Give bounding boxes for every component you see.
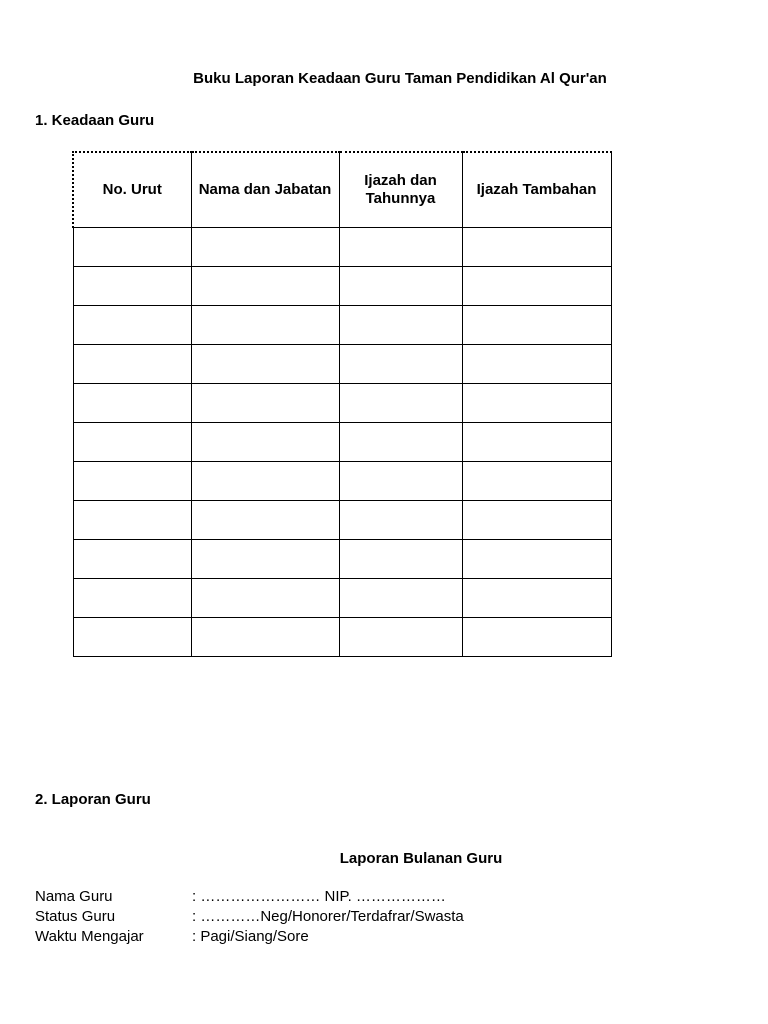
table-row (73, 618, 611, 657)
table-cell (73, 501, 191, 540)
field-label: Nama Guru (35, 888, 113, 905)
field-value: : …………Neg/Honorer/Terdafrar/Swasta (192, 908, 464, 925)
table-cell (339, 618, 462, 657)
table-row (73, 501, 611, 540)
header-no-urut: No. Urut (73, 152, 191, 228)
table-cell (339, 267, 462, 306)
table-cell (462, 423, 611, 462)
table-cell (339, 423, 462, 462)
teacher-status-table (72, 151, 612, 657)
table-cell (73, 618, 191, 657)
table-cell (191, 501, 339, 540)
table-cell (191, 267, 339, 306)
table-cell (73, 306, 191, 345)
field-value: : …………………… NIP. ……………… (192, 888, 446, 905)
table-cell (191, 228, 339, 267)
table-cell (191, 423, 339, 462)
table-cell (191, 540, 339, 579)
table-row (73, 267, 611, 306)
table-cell (339, 501, 462, 540)
table-cell (339, 306, 462, 345)
table-row (73, 423, 611, 462)
header-ijazah-tahun: Ijazah dan Tahunnya (339, 152, 462, 228)
table-row (73, 579, 611, 618)
field-status-guru (35, 907, 464, 927)
table-cell (339, 345, 462, 384)
field-label: Waktu Mengajar (35, 928, 144, 945)
table-row (73, 228, 611, 267)
header-nama-jabatan: Nama dan Jabatan (191, 152, 339, 228)
table-cell (73, 462, 191, 501)
table-cell (191, 384, 339, 423)
table-cell (462, 462, 611, 501)
section-heading-laporan-guru: 2. Laporan Guru (35, 791, 151, 808)
monthly-report-title: Laporan Bulanan Guru (339, 850, 503, 867)
table-cell (339, 228, 462, 267)
table-cell (191, 462, 339, 501)
table-cell (73, 423, 191, 462)
table-cell (339, 384, 462, 423)
field-label: Status Guru (35, 908, 116, 925)
section-heading-keadaan-guru: 1. Keadaan Guru (35, 112, 155, 129)
table-cell (73, 540, 191, 579)
table-row (73, 462, 611, 501)
table-cell (462, 267, 611, 306)
table-row (73, 306, 611, 345)
table-cell (462, 579, 611, 618)
table-cell (462, 345, 611, 384)
table-row (73, 384, 611, 423)
table-cell (339, 462, 462, 501)
teacher-info-fields (35, 887, 464, 947)
table-cell (339, 579, 462, 618)
field-value: : Pagi/Siang/Sore (192, 928, 309, 945)
table-cell (191, 618, 339, 657)
document-title: Buku Laporan Keadaan Guru Taman Pendidikan Al Qur'an (193, 70, 607, 87)
table-cell (73, 579, 191, 618)
table-cell (73, 384, 191, 423)
table-cell (73, 345, 191, 384)
table-row (73, 540, 611, 579)
table-cell (73, 228, 191, 267)
header-ijazah-tambahan: Ijazah Tambahan (462, 152, 611, 228)
field-waktu-mengajar (35, 927, 464, 947)
table-cell (191, 579, 339, 618)
table-header-row (73, 152, 611, 228)
table-cell (462, 501, 611, 540)
table-cell (191, 345, 339, 384)
table-cell (191, 306, 339, 345)
table-cell (339, 540, 462, 579)
table-cell (462, 228, 611, 267)
table-cell (462, 306, 611, 345)
table-cell (462, 618, 611, 657)
field-nama-guru (35, 887, 464, 907)
table-body (73, 228, 611, 657)
table-cell (73, 267, 191, 306)
table-row (73, 345, 611, 384)
table-cell (462, 384, 611, 423)
table-cell (462, 540, 611, 579)
